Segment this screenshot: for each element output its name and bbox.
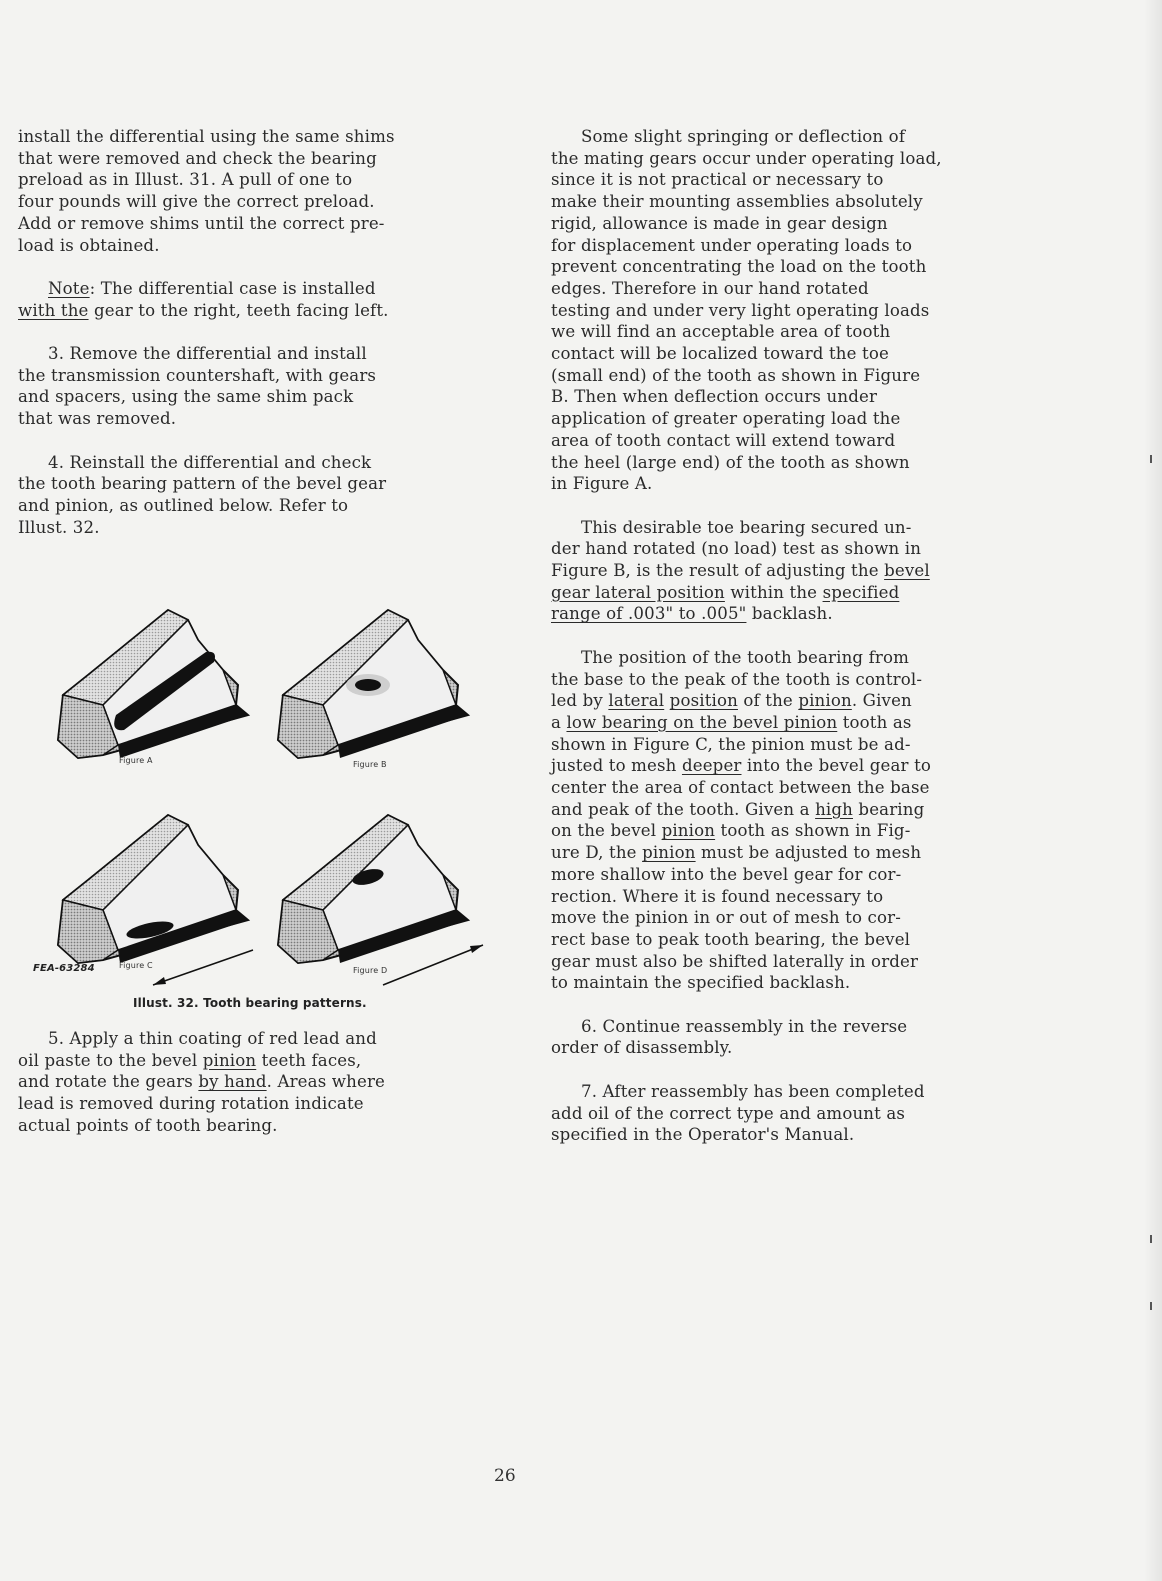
right-column (551, 126, 1029, 1168)
figure-c-label: Figure C (119, 961, 153, 970)
figure-a-label: Figure A (119, 756, 153, 765)
page-number: 26 (494, 1466, 516, 1486)
paragraph-toe-bearing: This desirable toe bearing secured un- der hand rotated (no load) test as shown in Figure B, is the result of adjusting the bevel gear lateral position within the specified range of .003" to .005" backlash. (551, 517, 930, 624)
figure-b-label: Figure B (353, 760, 387, 769)
scan-mark (1150, 455, 1152, 463)
paragraph-step-5: 5. Apply a thin coating of red lead and oil paste to the bevel pinion teeth faces, and rotate the gears by hand. Areas where lead is removed during rotation indicate actual points of tooth bearing. (18, 1029, 385, 1135)
illustration-caption: Illust. 32. Tooth bearing patterns. (133, 996, 367, 1010)
left-column (18, 126, 496, 1158)
paragraph-note: Note: The differential case is installed with the gear to the right, teeth facing left. (18, 278, 389, 320)
figure-d-label: Figure D (353, 966, 388, 975)
scan-mark (1150, 1235, 1152, 1243)
paragraph-step-4: 4. Reinstall the differential and check the tooth bearing pattern of the bevel gear and pinion, as outlined below. Refer to Illust. 32. (18, 452, 387, 537)
page-edge-shadow (1144, 0, 1162, 1581)
paragraph-shims: install the differential using the same shims that were removed and check the bearing preload as in Illust. 31. A pull of one to four pounds will give the correct preload. Add or remove shims until the correct pre- load is obtained. (18, 127, 395, 255)
paragraph-step-7: 7. After reassembly has been completed add oil of the correct type and amount as specified in the Operator's Manual. (551, 1081, 925, 1145)
paragraph-tooth-position: The position of the tooth bearing from the base to the peak of the tooth is control- led by lateral position of the pinion. Given a low bearing on the bevel pinion tooth as shown in Figure C, the pinion must be ad- justed to mesh deeper into the bevel gear to center the area of contact between the base and peak of the tooth. Given a high bearing on the bevel pinion tooth as shown in Fig- ure D, the pinion must be adjusted to mesh more shallow into the bevel gear for cor- rection. Where it is found necessary to move the pinion in or out of mesh to cor- rect base to peak tooth bearing, the bevel gear must also be shifted laterally in order to maintain the specified backlash. (551, 647, 932, 993)
paragraph-step-6: 6. Continue reassembly in the reverse order of disassembly. (551, 1016, 908, 1058)
figure-code: FEA-63284 (33, 963, 95, 974)
tooth-figure-a (58, 610, 248, 758)
paragraph-step-3: 3. Remove the differential and install the transmission countershaft, with gears and spacers, using the same shim pack that was removed. (18, 344, 377, 429)
illustration-tooth-bearing-patterns (18, 560, 496, 1010)
tooth-figure-b (278, 610, 468, 758)
tooth-bearing-diagram (18, 560, 496, 988)
scan-mark (1150, 1302, 1152, 1310)
note-label: Note (48, 278, 90, 298)
paragraph-deflection: Some slight springing or deflection of the mating gears occur under operating load, since it is not practical or necessary to make their mounting assemblies absolutely rigid, allowance is made in gear design for displacement under operating loads to prevent concentrating the load on the tooth edges. Therefore in our hand rotated testing and under very light operating loads we will find an acceptable area of tooth contact will be localized toward the toe (small end) of the tooth as shown in Figure B. Then when deflection occurs under application of greater operating load the area of tooth contact will extend toward the heel (large end) of the tooth as shown in Figure A. (551, 127, 942, 494)
